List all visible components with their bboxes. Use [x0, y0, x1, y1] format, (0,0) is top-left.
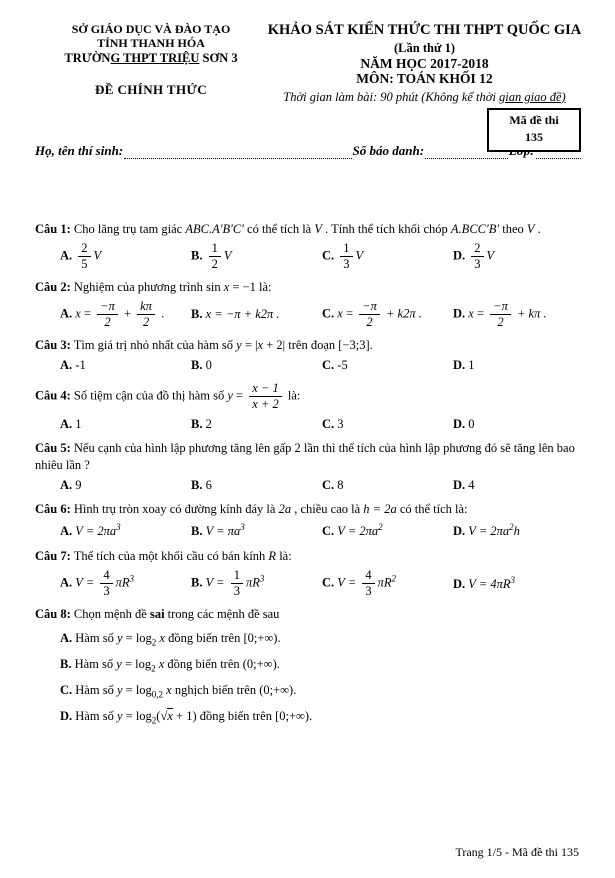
page-footer: Trang 1/5 - Mã đề thi 135	[455, 845, 579, 859]
fraction: $\frac{2}{3}$	[471, 242, 483, 271]
option-A: A. 1	[60, 416, 82, 431]
option-C: C. x = $\frac{-\pi}{2}$ + k2π .	[322, 298, 422, 329]
option-C: C. 3	[322, 416, 344, 431]
fraction: $\frac{1}{3}$	[231, 569, 243, 598]
question-3	[35, 337, 582, 374]
exam-title: KHẢO SÁT KIẾN THỨC THI THPT QUỐC GIA	[267, 22, 582, 38]
option-letter: A.	[60, 477, 76, 492]
question-number: Câu 3:	[35, 337, 71, 352]
question-number: Câu 5:	[35, 441, 71, 456]
exam-code-box	[487, 108, 581, 152]
option-letter: B.	[191, 575, 206, 590]
question-4	[35, 381, 582, 433]
option-A: A. x = $\frac{-\pi}{2}$ + $\frac{k\pi}{2}$ .	[60, 298, 165, 329]
option-A: A. -1	[60, 357, 86, 372]
option-C: C. Hàm số $y = \log_{0,2} x$ nghịch biến trên (0;+∞).	[60, 683, 297, 700]
options	[60, 521, 582, 541]
options	[60, 299, 582, 330]
question-text: Câu 2: Nghiệm của phương trình sin x = −1 là:	[35, 279, 272, 294]
subject-line: MÔN: TOÁN KHỐI 12	[356, 71, 493, 87]
option-letter: A.	[60, 357, 76, 372]
question-2	[35, 279, 582, 330]
question-number: Câu 6:	[35, 502, 71, 517]
option-D: D. $V = 2\pi a^2h$	[453, 522, 520, 539]
option-letter: B.	[60, 656, 75, 671]
options	[60, 416, 582, 434]
fraction: $\frac{-\pi}{2}$	[490, 300, 511, 329]
option-B: B. 2	[191, 416, 212, 431]
exam-code-label: Mã đề thi	[509, 113, 559, 127]
question-text: Câu 6: Hình trụ tròn xoay có đường kính đáy là 2a , chiều cao là h = 2a có thể tích là:	[35, 502, 468, 517]
option-D: D. $V = 4\pi R^3$	[453, 574, 516, 591]
issuer-block	[35, 22, 267, 105]
option-letter: A.	[60, 416, 76, 431]
option-A: A. Hàm số $y = \log_2 x$ đồng biến trên [0;+∞).	[60, 630, 281, 648]
questions	[35, 221, 582, 728]
option-B: B. $\frac{1}{2}$ V	[191, 240, 232, 271]
option-letter: D.	[453, 248, 469, 263]
option-letter: C.	[322, 575, 338, 590]
option-letter: B.	[191, 357, 206, 372]
school-name: TRƯỜNG THPT TRIỆU SƠN 3	[64, 50, 238, 65]
option-letter: D.	[453, 576, 469, 591]
fraction: $\frac{-\pi}{2}$	[359, 300, 380, 329]
student-name-label: Họ, tên thí sinh:	[35, 142, 124, 158]
question-number: Câu 4:	[35, 388, 71, 403]
option-letter: B.	[191, 416, 206, 431]
option-letter: C.	[322, 248, 338, 263]
fraction: $\frac{4}{3}$	[362, 569, 374, 598]
option-letter: B.	[191, 248, 206, 263]
fraction: $\frac{4}{3}$	[100, 569, 112, 598]
option-B: B. 0	[191, 357, 212, 372]
option-letter: B.	[191, 524, 206, 539]
option-letter: B.	[191, 477, 206, 492]
option-B: B. x = −π + k2π .	[191, 306, 280, 321]
option-letter: D.	[453, 477, 469, 492]
fraction: $\frac{1}{2}$	[209, 242, 221, 271]
option-C: C. -5	[322, 357, 348, 372]
student-name-field	[124, 144, 351, 159]
option-letter: C.	[322, 524, 338, 539]
option-letter: D.	[453, 524, 469, 539]
question-8	[35, 606, 582, 727]
duration-line: Thời gian làm bài: 90 phút (Không kể thời gian giao đề)	[283, 89, 566, 104]
option-D: D. 0	[453, 416, 475, 431]
official-exam-label: ĐỀ CHÍNH THỨC	[94, 82, 208, 98]
option-letter: A.	[60, 630, 76, 645]
option-letter: C.	[322, 306, 338, 321]
question-1	[35, 221, 582, 272]
option-letter: C.	[322, 416, 338, 431]
fraction: $\frac{k\pi}{2}$	[137, 300, 155, 329]
option-D: D. 1	[453, 357, 475, 372]
fraction: $\frac{2}{5}$	[78, 242, 90, 271]
option-B: B. Hàm số $y = \log_2 x$ đồng biến trên (0;+∞).	[60, 656, 280, 674]
question-text: Câu 7: Thể tích của một khối cầu có bán kính R là:	[35, 548, 292, 563]
option-B: B. 6	[191, 477, 212, 492]
question-6	[35, 501, 582, 541]
option-A: A. $V = 2\pi a^3$	[60, 522, 121, 539]
option-letter: A.	[60, 524, 76, 539]
question-number: Câu 7:	[35, 548, 71, 563]
option-letter: D.	[60, 709, 76, 724]
option-A: A. 9	[60, 477, 82, 492]
option-letter: A.	[60, 575, 76, 590]
option-C: C. 8	[322, 477, 344, 492]
option-letter: C.	[60, 683, 76, 698]
option-letter: D.	[453, 357, 469, 372]
option-letter: D.	[453, 306, 469, 321]
fraction: $\frac{1}{3}$	[340, 242, 352, 271]
question-text: Câu 4: Số tiệm cận của đồ thị hàm số y = $\frac{x - 1}{x + 2}$ là:	[35, 381, 301, 412]
options	[60, 241, 582, 272]
school-year: NĂM HỌC 2017-2018	[360, 55, 489, 71]
question-text: Câu 3: Tìm giá trị nhỏ nhất của hàm số y = |x + 2| trên đoạn [−3;3].	[35, 337, 373, 352]
question-number: Câu 8:	[35, 606, 71, 621]
options	[60, 568, 582, 599]
option-D: D. Hàm số $y = \log_2(√x + 1)$ đồng biến trên [0;+∞).	[60, 709, 313, 726]
option-D: D. 4	[453, 477, 475, 492]
option-letter: C.	[322, 357, 338, 372]
fraction: $\frac{-\pi}{2}$	[97, 300, 118, 329]
exam-round: (Lần thứ 1)	[394, 40, 455, 55]
option-C: C. $V = 2\pi a^2$	[322, 522, 383, 539]
exam-header	[35, 22, 582, 105]
options	[60, 357, 582, 375]
option-A: A. V = $\frac{4}{3}$ $\pi R^3$	[60, 567, 135, 598]
option-letter: B.	[191, 306, 206, 321]
question-text: Câu 8: Chọn mệnh đề sai trong các mệnh đề sau	[35, 606, 280, 621]
question-number: Câu 1:	[35, 221, 71, 236]
option-C: C. V = $\frac{4}{3}$ $\pi R^2$	[322, 567, 397, 598]
option-letter: A.	[60, 306, 76, 321]
option-C: C. $\frac{1}{3}$ V	[322, 240, 364, 271]
question-text: Câu 1: Cho lăng trụ tam giác ABC.A′B′C′ có thể tích là V . Tính thể tích khối chóp A.BCC′B′ theo V .	[35, 221, 541, 236]
option-D: D. x = $\frac{-\pi}{2}$ + kπ .	[453, 298, 547, 329]
province-name: TỈNH THANH HÓA	[97, 36, 205, 51]
student-id-label: Số báo danh:	[352, 142, 425, 158]
option-B: B. V = $\frac{1}{3}$ $\pi R^3$	[191, 567, 265, 598]
question-text: Câu 5: Nếu cạnh của hình lập phương tăng lên gấp 2 lần thì thể tích của hình lập phương đó sẽ tăng lên bao nhiêu lần ?	[35, 441, 575, 472]
question-7	[35, 548, 582, 599]
option-B: B. $V = \pi a^3$	[191, 522, 245, 539]
department-name: SỞ GIÁO DỤC VÀ ĐÀO TẠO	[71, 22, 231, 36]
exam-title-block	[267, 22, 582, 105]
options	[60, 477, 582, 495]
exam-code-value: 135	[525, 130, 543, 145]
option-D: D. $\frac{2}{3}$ V	[453, 240, 495, 271]
options	[35, 630, 582, 727]
question-5	[35, 440, 582, 494]
question-number: Câu 2:	[35, 279, 71, 294]
fraction: $\frac{x - 1}{x + 2}$	[249, 382, 281, 411]
option-letter: C.	[322, 477, 338, 492]
option-A: A. $\frac{2}{5}$ V	[60, 240, 102, 271]
option-letter: D.	[453, 416, 469, 431]
option-letter: A.	[60, 248, 76, 263]
